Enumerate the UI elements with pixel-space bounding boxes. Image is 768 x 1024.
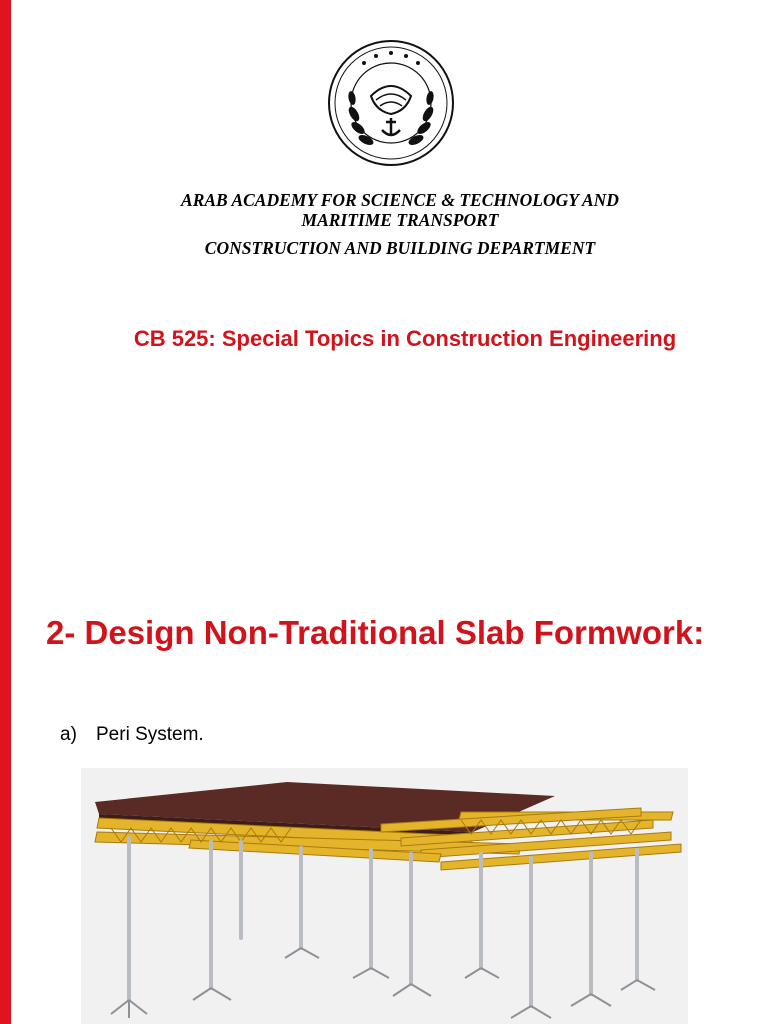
department-name: CONSTRUCTION AND BUILDING DEPARTMENT <box>204 238 596 258</box>
slide-content <box>0 574 768 1024</box>
slide-heading: 2- Design Non-Traditional Slab Formwork: <box>46 614 705 651</box>
slide-accent-bar <box>0 574 11 1024</box>
bullet-text: Peri System. <box>96 724 204 745</box>
institution-name-line2: MARITIME TRANSPORT <box>301 210 499 230</box>
bullet-item <box>60 724 204 746</box>
slide-accent-bar <box>0 0 11 574</box>
institution-name-line1: ARAB ACADEMY FOR SCIENCE & TECHNOLOGY AND <box>181 190 619 210</box>
bullet-marker: a) <box>60 724 77 745</box>
course-title: CB 525: Special Topics in Construction Engineering <box>133 326 677 351</box>
slab-formwork-illustration <box>81 768 688 1024</box>
academy-seal-logo <box>326 36 456 170</box>
